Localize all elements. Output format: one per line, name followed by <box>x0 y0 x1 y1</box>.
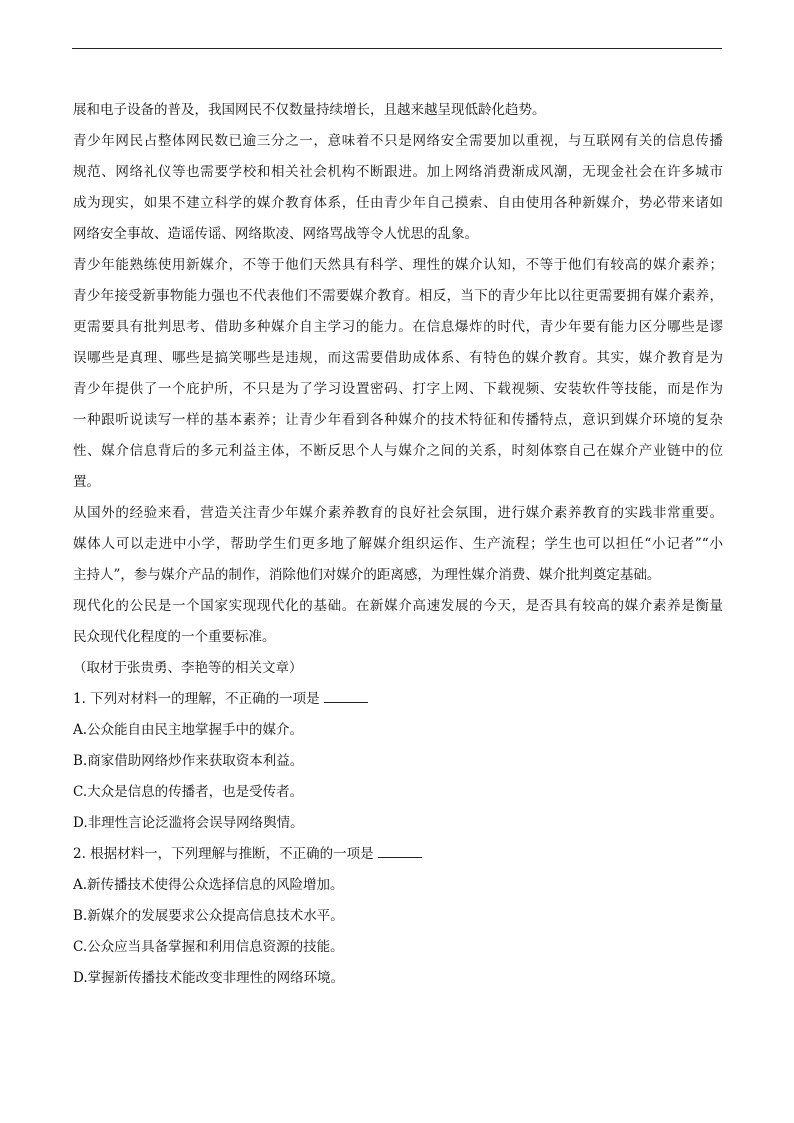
passage-line: 民众现代化程度的一个重要标准。 <box>73 629 276 645</box>
question-1-option-d: D.非理性言论泛滥将会误导网络舆情。 <box>73 815 304 831</box>
answer-blank <box>378 845 422 858</box>
question-2-stem: 2. 根据材料一，下列理解与推断，不正确的一项是 <box>73 846 374 862</box>
passage-line: 误哪些是真理、哪些是搞笑哪些是违规，而这需要借助成体系、有特色的媒介教育。其实，媒介教育是为 <box>73 350 723 366</box>
question-2-stem-line <box>73 839 723 870</box>
passage-line: 从国外的经验来看，营造关注青少年媒介素养教育的良好社会氛围，进行媒介素养教育的实践非常重要。 <box>73 505 723 521</box>
question-1-option-a: A.公众能自由民主地掌握手中的媒介。 <box>73 722 304 738</box>
passage-line: 置。 <box>73 474 100 490</box>
passage-line: 网络安全事故、造谣传谣、网络欺凌、网络骂战等令人忧思的乱象。 <box>73 226 478 242</box>
passage-line: 展和电子设备的普及，我国网民不仅数量持续增长，且越来越呈现低龄化趋势。 <box>73 102 546 118</box>
passage-line: 一种跟听说读写一样的基本素养；让青少年看到各种媒介的技术特征和传播特点，意识到媒介环境的复杂 <box>73 412 723 428</box>
question-2-option-b: B.新媒介的发展要求公众提高信息技术水平。 <box>73 908 344 924</box>
source-citation: （取材于张贵勇、李艳等的相关文章） <box>73 660 303 676</box>
passage-line: 规范、网络礼仪等也需要学校和相关社会机构不断跟进。加上网络消费渐成风潮，无现金社会在许多城市 <box>73 164 723 180</box>
question-1-option-b: B.商家借助网络炒作来获取资本利益。 <box>73 753 304 769</box>
question-1-stem-line <box>73 684 723 715</box>
passage-line: 更需要具有批判思考、借助多种媒介自主学习的能力。在信息爆炸的时代，青少年要有能力区分哪些是谬 <box>73 319 723 335</box>
passage-line: 青少年能熟练使用新媒介，不等于他们天然具有科学、理性的媒介认知，不等于他们有较高的媒介素养； <box>73 257 723 273</box>
passage-line: 青少年接受新事物能力强也不代表他们不需要媒介教育。相反，当下的青少年比以往更需要拥有媒介素养， <box>73 288 723 304</box>
passage-line: 现代化的公民是一个国家实现现代化的基础。在新媒介高速发展的今天，是否具有较高的媒介素养是衡量 <box>73 598 723 614</box>
passage-line: 青少年网民占整体网民数已逾三分之一，意味着不只是网络安全需要加以重视，与互联网有关的信息传播 <box>73 133 723 149</box>
question-2-option-a: A.新传播技术使得公众选择信息的风险增加。 <box>73 877 344 893</box>
question-2-option-d: D.掌握新传播技术能改变非理性的网络环境。 <box>73 970 345 986</box>
passage-line: 媒体人可以走进中小学，帮助学生们更多地了解媒介组织运作、生产流程；学生也可以担任“小记者”“小 <box>73 536 723 552</box>
question-2-option-c: C.公众应当具备掌握和利用信息资源的技能。 <box>73 939 344 955</box>
passage-line: 性、媒介信息背后的多元利益主体，不断反思个人与媒介之间的关系，时刻体察自己在媒介产业链中的位 <box>73 443 723 459</box>
question-1-stem: 1. 下列对材料一的理解，不正确的一项是 <box>73 691 320 707</box>
answer-blank <box>324 690 368 703</box>
question-1-option-c: C.大众是信息的传播者，也是受传者。 <box>73 784 304 800</box>
passage-line: 青少年提供了一个庇护所，不只是为了学习设置密码、打字上网、下载视频、安装软件等技能，而是作为 <box>73 381 723 397</box>
passage-line: 成为现实，如果不建立科学的媒介教育体系，任由青少年自己摸索、自由使用各种新媒介，势必带来诸如 <box>73 195 723 211</box>
header-rule <box>72 48 722 49</box>
document-body <box>73 95 723 994</box>
passage-line: 主持人”，参与媒介产品的制作，消除他们对媒介的距离感，为理性媒介消费、媒介批判奠定基础。 <box>73 567 661 583</box>
